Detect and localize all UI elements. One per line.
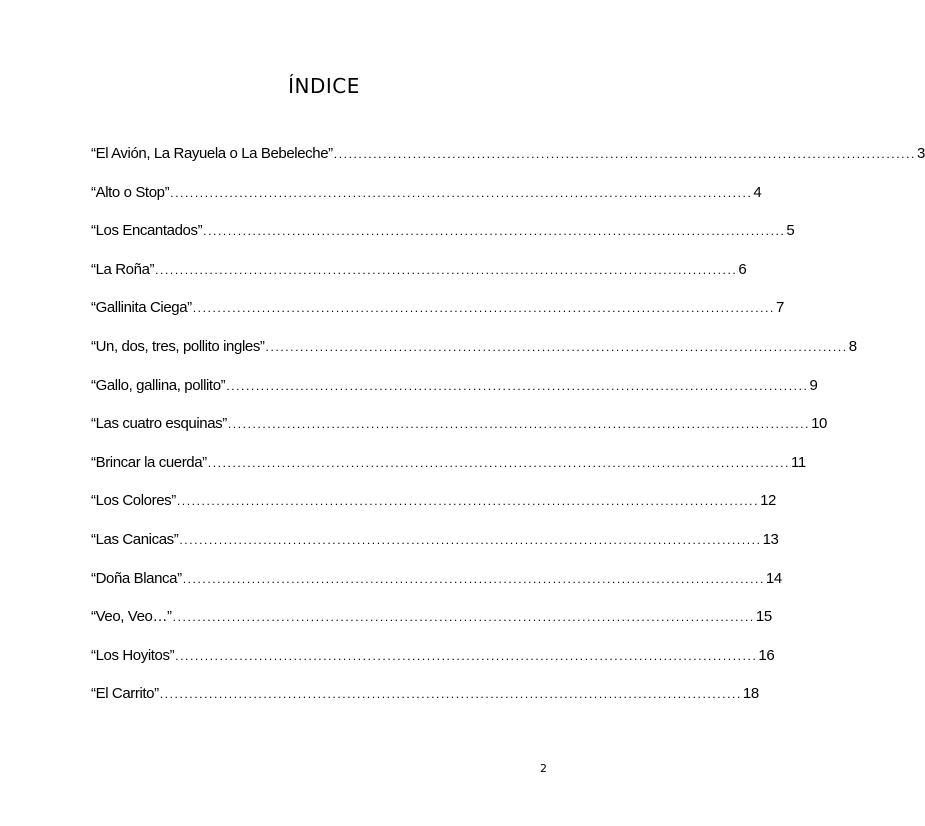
toc-dot-leader: ......................................................................................................................: [333, 147, 916, 161]
toc-entry: [91, 569, 782, 608]
toc-entry: [91, 414, 827, 453]
toc-entry: [91, 646, 775, 685]
toc-dot-leader: ......................................................................................................................: [227, 417, 811, 432]
toc-entry-title: “El Carrito”: [91, 685, 159, 703]
toc-entry-page: 13: [762, 530, 779, 548]
toc-entry: [91, 453, 806, 492]
toc-entry-title: “La Roña”: [91, 260, 155, 278]
toc-entry-page: 9: [809, 376, 818, 394]
toc-entry-page: 18: [742, 685, 759, 703]
toc-entry: [91, 607, 772, 646]
page-title: ÍNDICE: [288, 74, 360, 98]
toc-dot-leader: ......................................................................................................................: [182, 571, 765, 586]
toc-dot-leader: ......................................................................................................................: [175, 648, 758, 663]
toc-entry-title: “Los Hoyitos”: [91, 646, 175, 664]
toc-entry: [91, 684, 759, 723]
toc-entry-page: 5: [786, 222, 795, 240]
toc-dot-leader: ......................................................................................................................: [159, 687, 742, 702]
page-number: 2: [540, 762, 547, 775]
toc-entry-page: 6: [738, 260, 747, 278]
toc-entry: [91, 491, 776, 530]
toc-entry-title: “Gallo, gallina, pollito”: [91, 376, 226, 394]
toc-dot-leader: ......................................................................................................................: [172, 610, 755, 625]
toc-entry-title: “Brincar la cuerda”: [91, 453, 207, 471]
toc-dot-leader: ......................................................................................................................: [155, 262, 738, 277]
toc-entry-title: “Los Colores”: [91, 492, 176, 510]
toc-entry-page: 7: [775, 299, 784, 317]
toc-entry-title: “Las cuatro esquinas”: [91, 415, 227, 433]
toc-entry-page: 3: [916, 145, 925, 162]
toc-entry-page: 8: [848, 337, 857, 355]
toc-entry-title: “Las Canicas”: [91, 530, 179, 548]
toc-dot-leader: ......................................................................................................................: [179, 532, 762, 547]
toc-dot-leader: ......................................................................................................................: [226, 378, 809, 393]
toc-entry-title: “Gallinita Ciega”: [91, 299, 192, 317]
toc-entry-page: 14: [765, 569, 782, 587]
toc-entry: [91, 144, 925, 183]
toc-entry-title: “Doña Blanca”: [91, 569, 182, 587]
toc-dot-leader: ......................................................................................................................: [203, 224, 786, 239]
toc-entry-title: “Un, dos, tres, pollito ingles”: [91, 337, 265, 355]
toc-entry: [91, 376, 818, 415]
toc-entry: [91, 183, 762, 222]
toc-entry: [91, 221, 795, 260]
toc-entry-title: “Alto o Stop”: [91, 183, 170, 201]
toc-entry: [91, 298, 784, 337]
toc-dot-leader: ......................................................................................................................: [207, 455, 790, 470]
toc-entry-page: 16: [758, 646, 775, 664]
toc-entry-page: 11: [791, 453, 806, 471]
toc-entry-page: 15: [755, 608, 772, 626]
toc-entry-page: 10: [811, 415, 827, 433]
toc-dot-leader: ......................................................................................................................: [192, 301, 775, 316]
toc-entry-page: 4: [753, 183, 762, 201]
toc-dot-leader: ......................................................................................................................: [170, 185, 753, 200]
toc-dot-leader: ......................................................................................................................: [265, 339, 848, 354]
toc-entry: [91, 530, 779, 569]
toc-entry-title: “Veo, Veo…”: [91, 608, 172, 626]
toc-dot-leader: ......................................................................................................................: [176, 494, 760, 509]
toc-entry-title: “El Avión, La Rayuela o La Bebeleche”: [91, 145, 333, 162]
toc-entry: [91, 337, 857, 376]
toc-entry-page: 12: [760, 492, 776, 510]
toc-entry-title: “Los Encantados”: [91, 222, 203, 240]
table-of-contents: [91, 144, 925, 723]
toc-entry: [91, 260, 747, 299]
